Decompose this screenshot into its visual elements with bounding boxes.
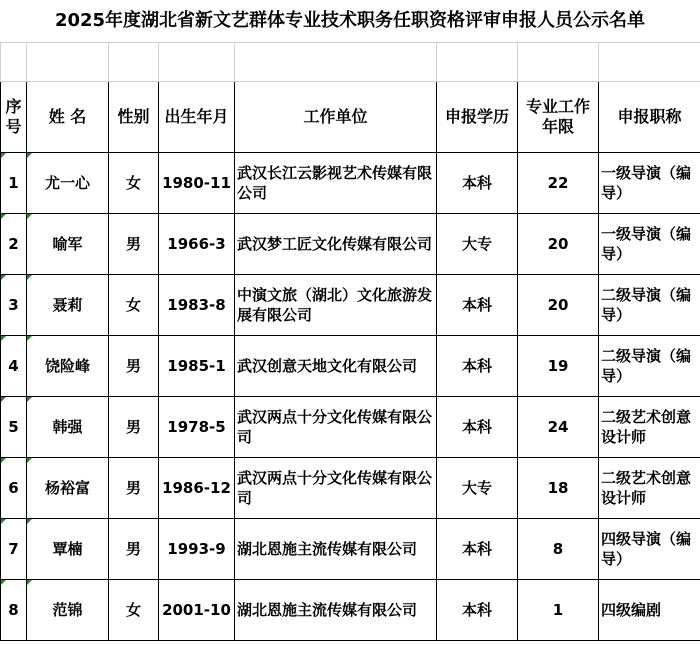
header-birth: 出生年月 <box>159 82 235 153</box>
spacer-row <box>1 43 700 82</box>
cell-title: 二级导演（编导） <box>599 275 700 336</box>
cell-title: 一级导演（编导） <box>599 153 700 214</box>
header-name: 姓 名 <box>27 82 109 153</box>
cell-no: 1 <box>1 153 27 214</box>
cell-years: 20 <box>518 275 599 336</box>
cell-birth: 1966-3 <box>159 214 235 275</box>
cell-birth: 1993-9 <box>159 519 235 580</box>
header-no: 序号 <box>1 82 27 153</box>
cell-title: 四级编剧 <box>599 580 700 641</box>
cell-unit: 武汉创意天地文化有限公司 <box>235 336 437 397</box>
cell-name: 聂莉 <box>27 275 109 336</box>
cell-years: 20 <box>518 214 599 275</box>
cell-name: 喻军 <box>27 214 109 275</box>
header-row <box>1 82 700 153</box>
cell-birth: 1978-5 <box>159 397 235 458</box>
cell-title: 二级艺术创意设计师 <box>599 397 700 458</box>
cell-name: 杨裕富 <box>27 458 109 519</box>
cell-years: 8 <box>518 519 599 580</box>
cell-gender: 男 <box>109 336 159 397</box>
cell-title: 二级导演（编导） <box>599 336 700 397</box>
cell-education: 本科 <box>437 519 518 580</box>
table-body <box>1 153 700 641</box>
cell-gender: 女 <box>109 153 159 214</box>
header-unit: 工作单位 <box>235 82 437 153</box>
table-row <box>1 397 700 458</box>
cell-years: 22 <box>518 153 599 214</box>
cell-years: 24 <box>518 397 599 458</box>
cell-education: 大专 <box>437 458 518 519</box>
cell-education: 本科 <box>437 275 518 336</box>
cell-gender: 男 <box>109 519 159 580</box>
cell-name: 尤一心 <box>27 153 109 214</box>
cell-unit: 湖北恩施主流传媒有限公司 <box>235 580 437 641</box>
table-row <box>1 336 700 397</box>
cell-education: 大专 <box>437 214 518 275</box>
cell-birth: 2001-10 <box>159 580 235 641</box>
table-row <box>1 580 700 641</box>
cell-birth: 1985-1 <box>159 336 235 397</box>
cell-unit: 中演文旅（湖北）文化旅游发展有限公司 <box>235 275 437 336</box>
cell-no: 3 <box>1 275 27 336</box>
cell-gender: 男 <box>109 397 159 458</box>
table-row <box>1 275 700 336</box>
cell-years: 19 <box>518 336 599 397</box>
cell-education: 本科 <box>437 336 518 397</box>
cell-title: 四级导演（编导） <box>599 519 700 580</box>
cell-name: 韩强 <box>27 397 109 458</box>
cell-no: 5 <box>1 397 27 458</box>
roster-table <box>0 42 700 641</box>
table-row <box>1 458 700 519</box>
header-education: 申报学历 <box>437 82 518 153</box>
cell-name: 饶险峰 <box>27 336 109 397</box>
cell-education: 本科 <box>437 397 518 458</box>
cell-years: 18 <box>518 458 599 519</box>
cell-birth: 1983-8 <box>159 275 235 336</box>
page-title: 2025年度湖北省新文艺群体专业技术职务任职资格评审申报人员公示名单 <box>54 10 646 31</box>
cell-no: 2 <box>1 214 27 275</box>
cell-gender: 男 <box>109 458 159 519</box>
cell-gender: 女 <box>109 580 159 641</box>
cell-unit: 武汉长江云影视艺术传媒有限公司 <box>235 153 437 214</box>
table-row <box>1 214 700 275</box>
cell-gender: 女 <box>109 275 159 336</box>
cell-education: 本科 <box>437 153 518 214</box>
cell-birth: 1986-12 <box>159 458 235 519</box>
cell-name: 覃楠 <box>27 519 109 580</box>
cell-no: 7 <box>1 519 27 580</box>
header-years: 专业工作年限 <box>518 82 599 153</box>
cell-no: 4 <box>1 336 27 397</box>
cell-education: 本科 <box>437 580 518 641</box>
cell-birth: 1980-11 <box>159 153 235 214</box>
cell-unit: 武汉梦工匠文化传媒有限公司 <box>235 214 437 275</box>
header-gender: 性别 <box>109 82 159 153</box>
cell-years: 1 <box>518 580 599 641</box>
cell-unit: 武汉两点十分文化传媒有限公司 <box>235 458 437 519</box>
cell-no: 8 <box>1 580 27 641</box>
table-row <box>1 153 700 214</box>
cell-unit: 武汉两点十分文化传媒有限公司 <box>235 397 437 458</box>
cell-title: 二级艺术创意设计师 <box>599 458 700 519</box>
cell-name: 范锦 <box>27 580 109 641</box>
table-row <box>1 519 700 580</box>
cell-unit: 湖北恩施主流传媒有限公司 <box>235 519 437 580</box>
cell-no: 6 <box>1 458 27 519</box>
cell-title: 一级导演（编导） <box>599 214 700 275</box>
header-title: 申报职称 <box>599 82 700 153</box>
cell-gender: 男 <box>109 214 159 275</box>
